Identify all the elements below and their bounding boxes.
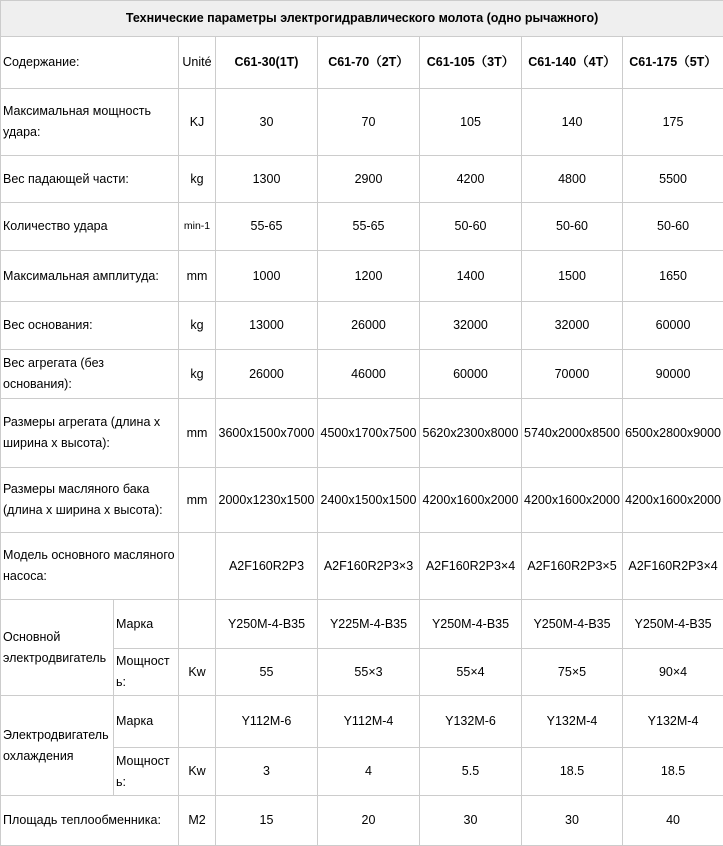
unit-cell: kg — [179, 156, 216, 203]
value-cell: 18.5 — [623, 748, 723, 796]
model-header-cell: C61-30(1T) — [216, 37, 318, 89]
value-cell: 1300 — [216, 156, 318, 203]
group-label-cell: Электродвигатель охлаждения — [1, 696, 114, 796]
value-cell: 5500 — [623, 156, 723, 203]
table-row — [1, 251, 723, 302]
value-cell: 3600x1500x7000 — [216, 399, 318, 468]
row-label-cell: Максимальная амплитуда: — [1, 251, 179, 302]
row-label-cell: Вес падающей части: — [1, 156, 179, 203]
value-cell: Y250M-4-B35 — [216, 600, 318, 649]
table-row — [1, 350, 723, 399]
unit-cell — [179, 533, 216, 600]
value-cell: 18.5 — [522, 748, 623, 796]
value-cell: 5.5 — [420, 748, 522, 796]
value-cell: 1400 — [420, 251, 522, 302]
group-label-cell: Основной электродвигатель — [1, 600, 114, 696]
value-cell: A2F160R2P3×4 — [420, 533, 522, 600]
sub-label-cell: Мощность: — [114, 649, 179, 696]
value-cell: 32000 — [420, 302, 522, 350]
value-cell: 50-60 — [522, 203, 623, 251]
value-cell: Y250M-4-B35 — [522, 600, 623, 649]
value-cell: 50-60 — [623, 203, 723, 251]
value-cell: 105 — [420, 89, 522, 156]
sub-label-cell: Мощность: — [114, 748, 179, 796]
row-label-cell: Максимальная мощность удара: — [1, 89, 179, 156]
unit-cell: mm — [179, 468, 216, 533]
value-cell: 4500x1700x7500 — [318, 399, 420, 468]
value-cell: 4200x1600x2000 — [522, 468, 623, 533]
row-label-cell: Модель основного масляного насоса: — [1, 533, 179, 600]
value-cell: 4200 — [420, 156, 522, 203]
value-cell: 70 — [318, 89, 420, 156]
value-cell: 26000 — [216, 350, 318, 399]
value-cell: A2F160R2P3×3 — [318, 533, 420, 600]
row-label-cell: Вес основания: — [1, 302, 179, 350]
table-row — [1, 796, 723, 846]
value-cell: 75×5 — [522, 649, 623, 696]
value-cell: Y132M-4 — [623, 696, 723, 748]
value-cell: A2F160R2P3×5 — [522, 533, 623, 600]
table-row — [1, 302, 723, 350]
value-cell: 3 — [216, 748, 318, 796]
unit-cell: Kw — [179, 649, 216, 696]
row-label-cell: Площадь теплообменника: — [1, 796, 179, 846]
row-label-cell: Количество удара — [1, 203, 179, 251]
value-cell: Y132M-6 — [420, 696, 522, 748]
table-row — [1, 600, 723, 649]
value-cell: 55-65 — [318, 203, 420, 251]
unit-cell: min-1 — [179, 203, 216, 251]
unit-cell — [179, 696, 216, 748]
value-cell: 55×4 — [420, 649, 522, 696]
value-cell: A2F160R2P3 — [216, 533, 318, 600]
value-cell: 1200 — [318, 251, 420, 302]
value-cell: Y112M-4 — [318, 696, 420, 748]
table-title: Технические параметры электрогидравлического молота (одно рычажного) — [1, 1, 723, 37]
value-cell: 2400x1500x1500 — [318, 468, 420, 533]
table-row — [1, 533, 723, 600]
table-row — [1, 156, 723, 203]
model-header-cell: C61-105（3T） — [420, 37, 522, 89]
model-header-cell: C61-175（5T） — [623, 37, 723, 89]
value-cell: 4 — [318, 748, 420, 796]
value-cell: 60000 — [420, 350, 522, 399]
value-cell: 13000 — [216, 302, 318, 350]
value-cell: 2000x1230x1500 — [216, 468, 318, 533]
value-cell: Y112M-6 — [216, 696, 318, 748]
value-cell: 1000 — [216, 251, 318, 302]
value-cell: Y250M-4-B35 — [623, 600, 723, 649]
value-cell: 15 — [216, 796, 318, 846]
sub-label-cell: Марка — [114, 600, 179, 649]
value-cell: 30 — [216, 89, 318, 156]
value-cell: 26000 — [318, 302, 420, 350]
sub-label-cell: Марка — [114, 696, 179, 748]
value-cell: 4200x1600x2000 — [623, 468, 723, 533]
title-row — [1, 1, 723, 37]
value-cell: 4800 — [522, 156, 623, 203]
table-row — [1, 89, 723, 156]
value-cell: 20 — [318, 796, 420, 846]
value-cell: 90000 — [623, 350, 723, 399]
value-cell: 140 — [522, 89, 623, 156]
table-row — [1, 203, 723, 251]
content-header-cell: Содержание: — [1, 37, 179, 89]
unit-cell: KJ — [179, 89, 216, 156]
row-label-cell: Вес агрегата (без основания): — [1, 350, 179, 399]
model-header-cell: C61-70（2T） — [318, 37, 420, 89]
value-cell: 55-65 — [216, 203, 318, 251]
value-cell: 90×4 — [623, 649, 723, 696]
row-label-cell: Размеры агрегата (длина x ширина x высота): — [1, 399, 179, 468]
value-cell: 40 — [623, 796, 723, 846]
value-cell: 6500x2800x9000 — [623, 399, 723, 468]
value-cell: 175 — [623, 89, 723, 156]
table-row — [1, 468, 723, 533]
value-cell: 55 — [216, 649, 318, 696]
unit-cell: M2 — [179, 796, 216, 846]
value-cell: 32000 — [522, 302, 623, 350]
unit-cell: mm — [179, 399, 216, 468]
unit-cell: mm — [179, 251, 216, 302]
value-cell: 30 — [522, 796, 623, 846]
unit-cell — [179, 600, 216, 649]
unit-header-cell: Unité — [179, 37, 216, 89]
value-cell: 30 — [420, 796, 522, 846]
unit-cell: kg — [179, 302, 216, 350]
value-cell: 4200x1600x2000 — [420, 468, 522, 533]
table-row — [1, 696, 723, 748]
table-row — [1, 399, 723, 468]
value-cell: A2F160R2P3×4 — [623, 533, 723, 600]
value-cell: 50-60 — [420, 203, 522, 251]
value-cell: Y225M-4-B35 — [318, 600, 420, 649]
value-cell: 46000 — [318, 350, 420, 399]
value-cell: 60000 — [623, 302, 723, 350]
header-row — [1, 37, 723, 89]
value-cell: 70000 — [522, 350, 623, 399]
value-cell: 1500 — [522, 251, 623, 302]
value-cell: 2900 — [318, 156, 420, 203]
value-cell: 1650 — [623, 251, 723, 302]
unit-cell: kg — [179, 350, 216, 399]
row-label-cell: Размеры масляного бака (длина x ширина x высота): — [1, 468, 179, 533]
value-cell: 5620x2300x8000 — [420, 399, 522, 468]
value-cell: 55×3 — [318, 649, 420, 696]
value-cell: 5740x2000x8500 — [522, 399, 623, 468]
value-cell: Y132M-4 — [522, 696, 623, 748]
unit-cell: Kw — [179, 748, 216, 796]
value-cell: Y250M-4-B35 — [420, 600, 522, 649]
model-header-cell: C61-140（4T） — [522, 37, 623, 89]
